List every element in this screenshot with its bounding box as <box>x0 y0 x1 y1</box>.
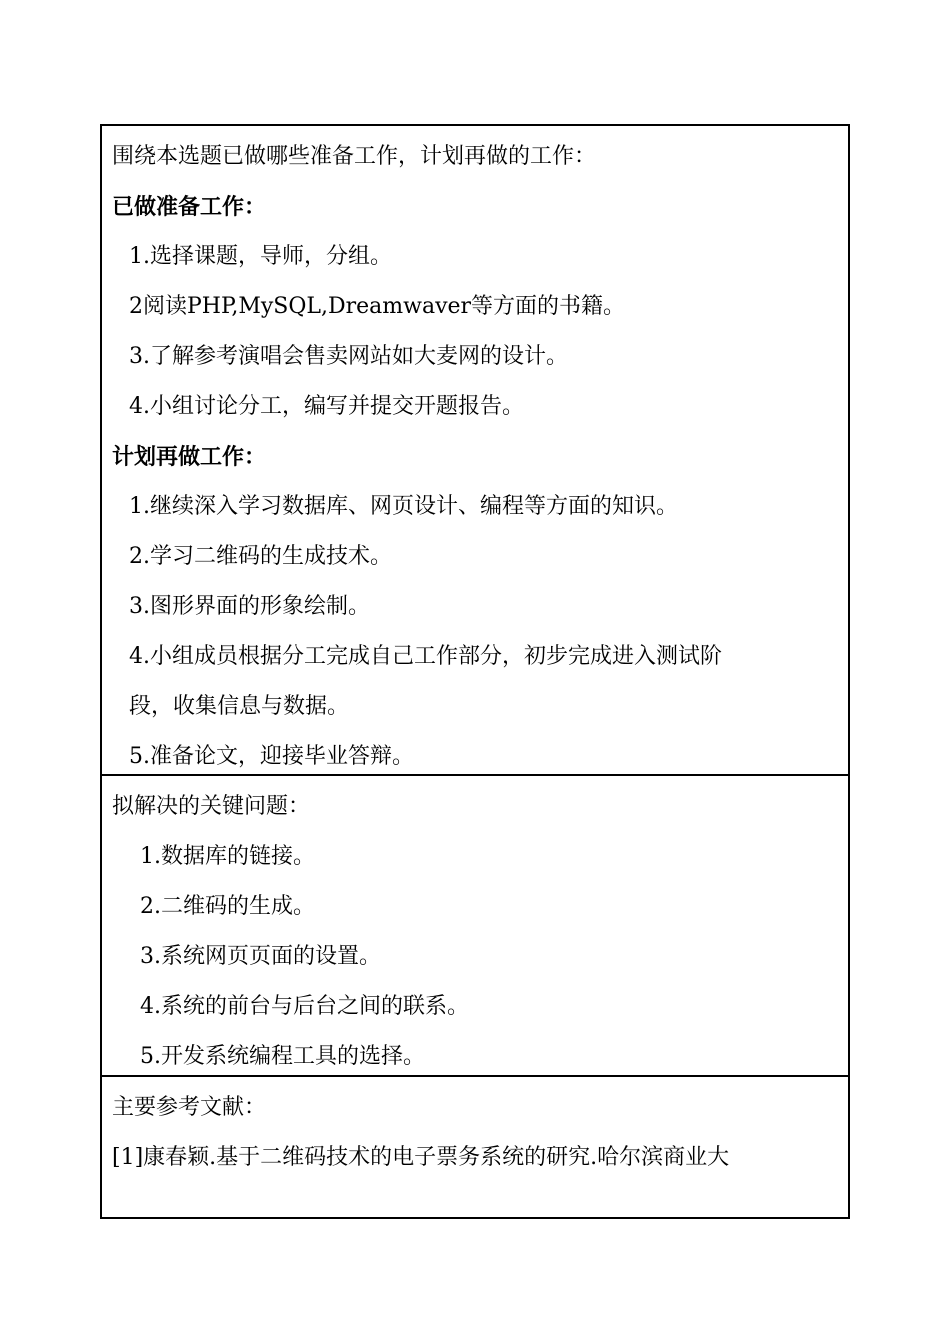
key-problems-heading: 拟解决的关键问题： <box>112 794 311 819</box>
proposal-table <box>100 124 850 1219</box>
key-problem-item: 3.系统网页页面的设置。 <box>140 944 381 969</box>
key-problem-item: 2.二维码的生成。 <box>140 894 315 919</box>
plan-item: 4.小组成员根据分工完成自己工作部分，初步完成进入测试阶 <box>129 644 722 669</box>
done-item: 2阅读PHP,MySQL,Dreamwaver等方面的书籍。 <box>129 294 626 319</box>
key-problem-item: 1.数据库的链接。 <box>140 844 315 869</box>
plan-item: 段，收集信息与数据。 <box>129 694 350 719</box>
reference-item: [1]康春颖.基于二维码技术的电子票务系统的研究.哈尔滨商业大 <box>112 1145 730 1170</box>
plan-item: 5.准备论文，迎接毕业答辩。 <box>129 744 414 769</box>
preparation-section <box>102 126 848 776</box>
plan-item: 1.继续深入学习数据库、网页设计、编程等方面的知识。 <box>129 494 678 519</box>
references-heading: 主要参考文献： <box>112 1095 267 1120</box>
key-problem-item: 5.开发系统编程工具的选择。 <box>140 1044 425 1069</box>
plan-item: 3.图形界面的形象绘制。 <box>129 594 370 619</box>
done-item: 1.选择课题，导师，分组。 <box>129 244 392 269</box>
key-problems-section <box>102 776 848 1077</box>
done-item: 4.小组讨论分工，编写并提交开题报告。 <box>129 394 524 419</box>
plan-item: 2.学习二维码的生成技术。 <box>129 544 392 569</box>
plan-work-title: 计划再做工作： <box>112 444 267 470</box>
done-work-title: 已做准备工作： <box>112 194 267 220</box>
preparation-heading: 围绕本选题已做哪些准备工作，计划再做的工作： <box>112 144 597 169</box>
references-section <box>102 1077 848 1219</box>
done-item: 3.了解参考演唱会售卖网站如大麦网的设计。 <box>129 344 568 369</box>
key-problem-item: 4.系统的前台与后台之间的联系。 <box>140 994 469 1019</box>
